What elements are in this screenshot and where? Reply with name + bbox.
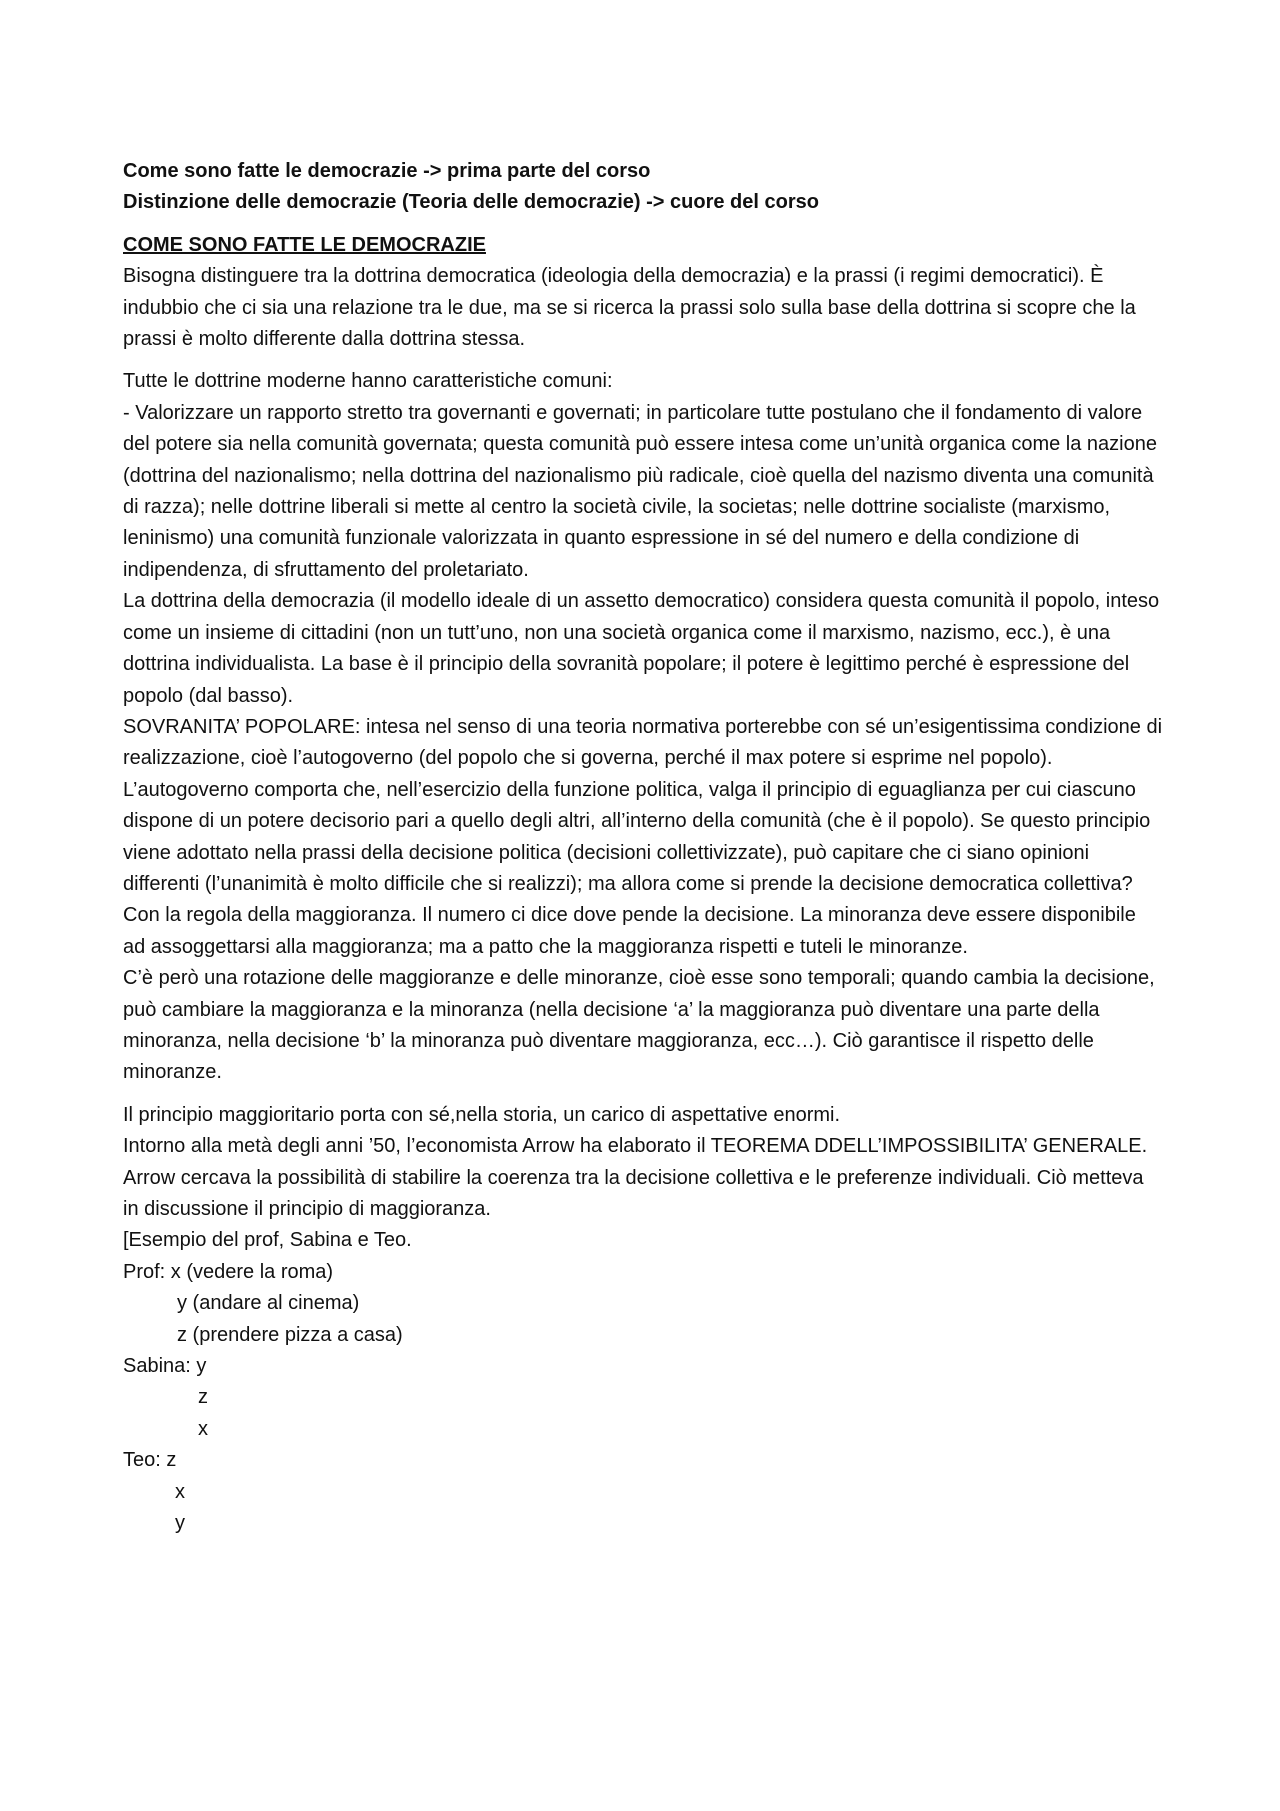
example-teo-line-1: Teo: z bbox=[123, 1449, 177, 1472]
paragraph-common-traits-bullet: - Valorizzare un rapporto stretto tra governanti e governati; in particolare tutte postulano che il fondamento di valore del potere sia nella comunità governata; questa comunità può essere intesa come un’unità organica come la nazione (dottrina del nazionalismo; nella dottrina del nazionalismo più radicale, cioè quella del nazismo diventa una comunità di razza); nelle dottrine liberali si mette al centro la società civile, la societas; nelle dottrine socialiste (marxismo, leninismo) una comunità funzionale valorizzata in quanto espressione in sé del numero e della condizione di indipendenza, di sfruttamento del proletariato. bbox=[123, 401, 1157, 581]
intro-line-2: Distinzione delle democrazie (Teoria delle democrazie) -> cuore del corso bbox=[123, 191, 819, 214]
example-sabina-line-3: x bbox=[198, 1417, 208, 1440]
paragraph-democracy-doctrine: La dottrina della democrazia (il modello ideale di un assetto democratico) considera questa comunità il popolo, inteso come un insieme di cittadini (non un tutt’uno, non una società organica come il marxismo, nazismo, ecc.), è una dottrina individualista. La base è il principio della sovranità popolare; il potere è legittimo perché è espressione del popolo (dal basso). bbox=[123, 590, 1160, 707]
paragraph-rotation: C’è però una rotazione delle maggioranze e delle minoranze, cioè esse sono temporali; quando cambia la decisione, può cambiare la maggioranza e la minoranza (nella decisione ‘a’ la maggioranza può diventare una parte della minoranza, nella decisione ‘b’ la minoranza può diventare maggioranza, ecc…). Ciò garantisce il rispetto delle minoranze. bbox=[123, 967, 1155, 1084]
example-prof-line-1: Prof: x (vedere la roma) bbox=[123, 1260, 334, 1283]
paragraph-popular-sovereignty: SOVRANITA’ POPOLARE: intesa nel senso di una teoria normativa porterebbe con sé un’esigentissima condizione di realizzazione, cioè l’autogoverno (del popolo che si governa, perché il max potere si esprime nel popolo). bbox=[123, 715, 1163, 770]
example-teo-line-3: y bbox=[175, 1512, 185, 1535]
paragraph-common-traits-intro: Tutte le dottrine moderne hanno caratteristiche comuni: bbox=[123, 370, 613, 393]
paragraph-example-intro: [Esempio del prof, Sabina e Teo. bbox=[123, 1229, 412, 1252]
paragraph-doctrine-vs-practice: Bisogna distinguere tra la dottrina democratica (ideologia della democrazia) e la prassi (i regimi democratici). È indubbio che ci sia una relazione tra le due, ma se si ricerca la prassi solo sulla base della dottrina si scopre che la prassi è molto differente dalla dottrina stessa. bbox=[123, 265, 1136, 351]
paragraph-arrow-theorem: Intorno alla metà degli anni ’50, l’economista Arrow ha elaborato il TEOREMA DDELL’IMPOSSIBILITA’ GENERALE. Arrow cercava la possibilità di stabilire la coerenza tra la decisione collettiva e le preferenze individuali. Ciò metteva in discussione il principio di maggioranza. bbox=[123, 1135, 1148, 1220]
example-prof-line-2: y (andare al cinema) bbox=[177, 1292, 360, 1315]
section-heading: COME SONO FATTE LE DEMOCRAZIE bbox=[123, 233, 486, 256]
example-teo-line-2: x bbox=[175, 1480, 185, 1503]
example-sabina-line-1: Sabina: y bbox=[123, 1355, 207, 1378]
paragraph-self-government: L’autogoverno comporta che, nell’esercizio della funzione politica, valga il principio di eguaglianza per cui ciascuno dispone di un potere decisorio pari a quello degli altri, all’interno della comunità (che è il popolo). Se questo principio viene adottato nella prassi della decisione politica (decisioni collettivizzate), può capitare che ci siano opinioni differenti (l’unanimità è molto difficile che si realizzi); ma allora come si prende la decisione democratica collettiva? Con la regola della maggioranza. Il numero ci dice dove pende la decisione. La minoranza deve essere disponibile ad assoggettarsi alla maggioranza; ma a patto che la maggioranza rispetti e tuteli le minoranze. bbox=[123, 778, 1151, 958]
example-sabina-line-2: z bbox=[198, 1386, 208, 1409]
document-page bbox=[123, 156, 1163, 1539]
intro-line-1: Come sono fatte le democrazie -> prima parte del corso bbox=[123, 160, 651, 182]
example-prof-line-3: z (prendere pizza a casa) bbox=[177, 1323, 403, 1346]
paragraph-majority-principle: Il principio maggioritario porta con sé,nella storia, un carico di aspettative enormi. bbox=[123, 1103, 841, 1126]
